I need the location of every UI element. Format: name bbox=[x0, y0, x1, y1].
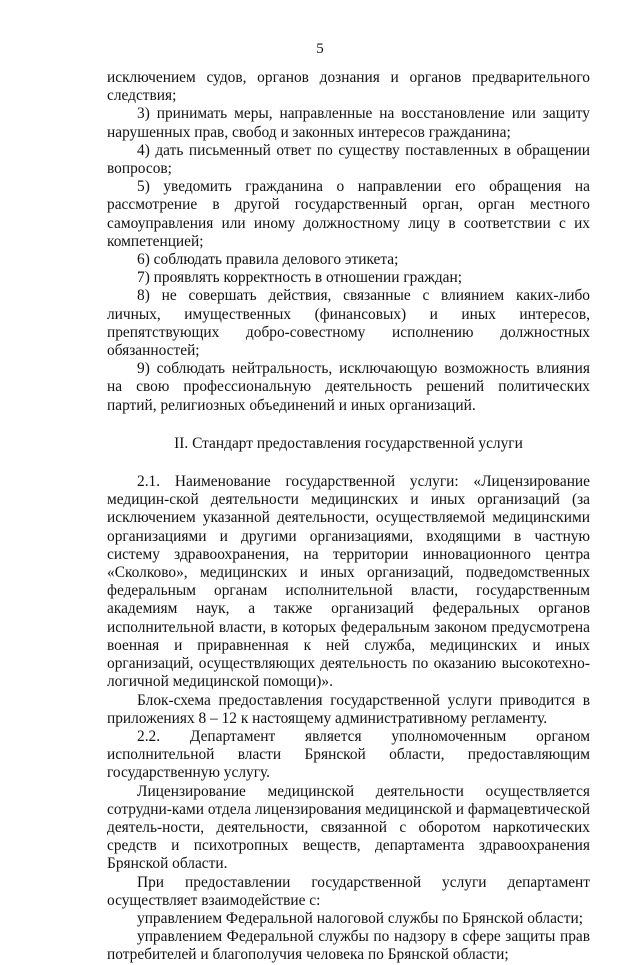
paragraph-tax-service: управлением Федеральной налоговой службы по Брянской области; bbox=[137, 909, 584, 927]
paragraph-2-1: 2.1. Наименование государственной услуги: «Лицензирование медицин-ской деятельности медицинских и иных организаций (за исключением указанной деятельности, осуществляемой медицинскими организациями и другими организациями, входящими в частную систему здравоохранения, на территории инновационного центра «Сколково», медицинских и иных организаций, подведомственных федеральным органам исполнительной власти, государственным академиям наук, а также организаций федеральных органов исполнительной власти, в которых федеральным законом предусмотрена военная и приравненная к ней служба, медицинских и иных организаций, осуществляющих деятельность по оказанию высокотехно-логичной медицинской помощи)». bbox=[107, 473, 590, 691]
paragraph-block-scheme: Блок-схема предоставления государственной услуги приводится в приложениях 8 – 12 к настоящему административному регламенту. bbox=[107, 691, 590, 727]
section-heading: II. Стандарт предоставления государственной услуги bbox=[174, 434, 523, 452]
paragraph-licensing: Лицензирование медицинской деятельности осуществляется сотрудни-ками отдела лицензирования медицинской и фармацевтической деятель-ности, деятельности, связанной с оборотом наркотических средств и психотропных веществ, департамента здравоохранения Брянской области. bbox=[107, 782, 590, 873]
list-item-7: 7) проявлять корректность в отношении граждан; bbox=[137, 269, 462, 287]
list-item-4: 4) дать письменный ответ по существу поставленных в обращении вопросов; bbox=[107, 141, 590, 178]
list-item-9: 9) соблюдать нейтральность, исключающую возможность влияния на свою профессиональную деятельность решений политических партий, религиозных объединений и иных организаций. bbox=[107, 360, 590, 414]
paragraph-continuation: исключением судов, органов дознания и органов предварительного следствия; bbox=[107, 69, 590, 105]
paragraph-2-2: 2.2. Департамент является уполномоченным органом исполнительной власти Брянской области, предоставляющим государственную услугу. bbox=[107, 727, 590, 782]
list-item-5: 5) уведомить гражданина о направлении его обращения на рассмотрение в другой государственный орган, орган местного самоуправления или иному должностному лицу в соответствии с их компетенцией; bbox=[107, 178, 590, 250]
document-body bbox=[107, 69, 590, 965]
list-item-3: 3) принимать меры, направленные на восстановление или защиту нарушенных прав, свобод и законных интересов гражданина; bbox=[107, 105, 590, 141]
list-item-8: 8) не совершать действия, связанные с влиянием каких-либо личных, имущественных (финансовых) и иных интересов, препятствующих добро-совестному исполнению должностных обязанностей; bbox=[107, 287, 590, 360]
paragraph-interaction: При предоставлении государственной услуги департамент осуществляет взаимодействие с: bbox=[107, 873, 590, 909]
page-number: 5 bbox=[316, 41, 324, 57]
list-item-6: 6) соблюдать правила делового этикета; bbox=[137, 251, 399, 269]
paragraph-consumer-service: управлением Федеральной службы по надзору в сфере защиты прав потребителей и благополучия человека по Брянской области; bbox=[107, 928, 590, 964]
